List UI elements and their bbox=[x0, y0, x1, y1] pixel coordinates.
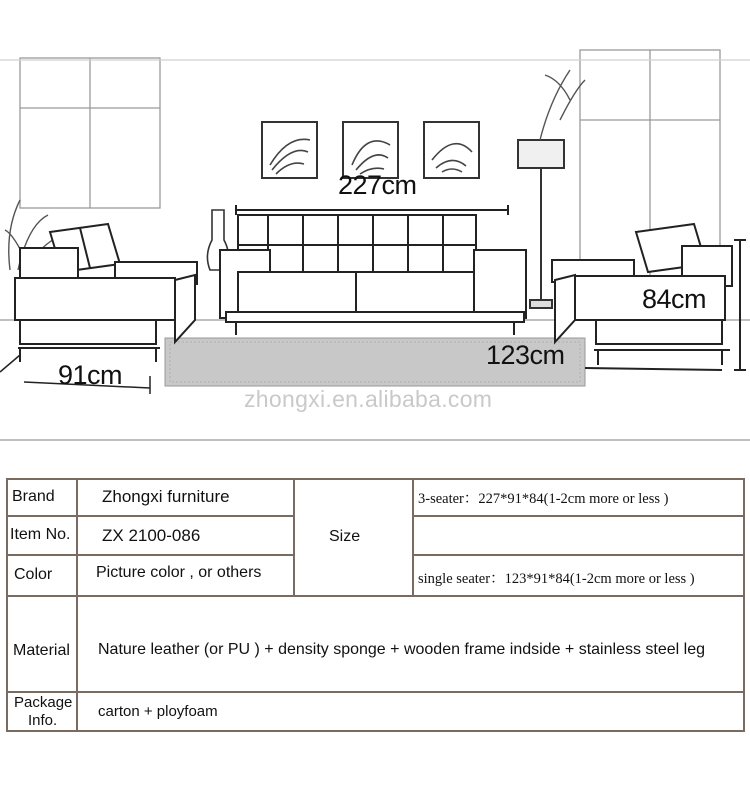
size-3-seater: 3-seater：227*91*84(1-2cm more or less ) bbox=[418, 491, 669, 507]
watermark: zhongxi.en.alibaba.com bbox=[244, 386, 493, 412]
three-seater-sofa bbox=[220, 205, 526, 335]
sofa-height-label: 84cm bbox=[642, 284, 707, 314]
sofa-depth-label: 91cm bbox=[58, 360, 123, 390]
size-single-seater: single seater：123*91*84(1-2cm more or less ) bbox=[418, 571, 695, 587]
brand-label: Brand bbox=[12, 488, 55, 505]
material-label: Material bbox=[13, 642, 70, 659]
package-label-line2: Info. bbox=[28, 712, 58, 729]
single-width-label: 123cm bbox=[486, 340, 565, 370]
size-label: Size bbox=[329, 528, 361, 545]
wall-painting-1 bbox=[262, 122, 317, 178]
color-label: Color bbox=[14, 566, 53, 583]
item-value: ZX 2100-086 bbox=[102, 526, 201, 545]
color-value: Picture color , or others bbox=[96, 564, 262, 581]
brand-value: Zhongxi furniture bbox=[102, 487, 230, 506]
sofa-width-label: 227cm bbox=[338, 170, 417, 200]
item-label: Item No. bbox=[10, 526, 71, 543]
package-value: carton + ployfoam bbox=[98, 703, 218, 720]
material-value: Nature leather (or PU ) + density sponge + wooden frame indside + stainless steel leg bbox=[98, 641, 705, 658]
package-label-line1: Package bbox=[14, 694, 73, 711]
